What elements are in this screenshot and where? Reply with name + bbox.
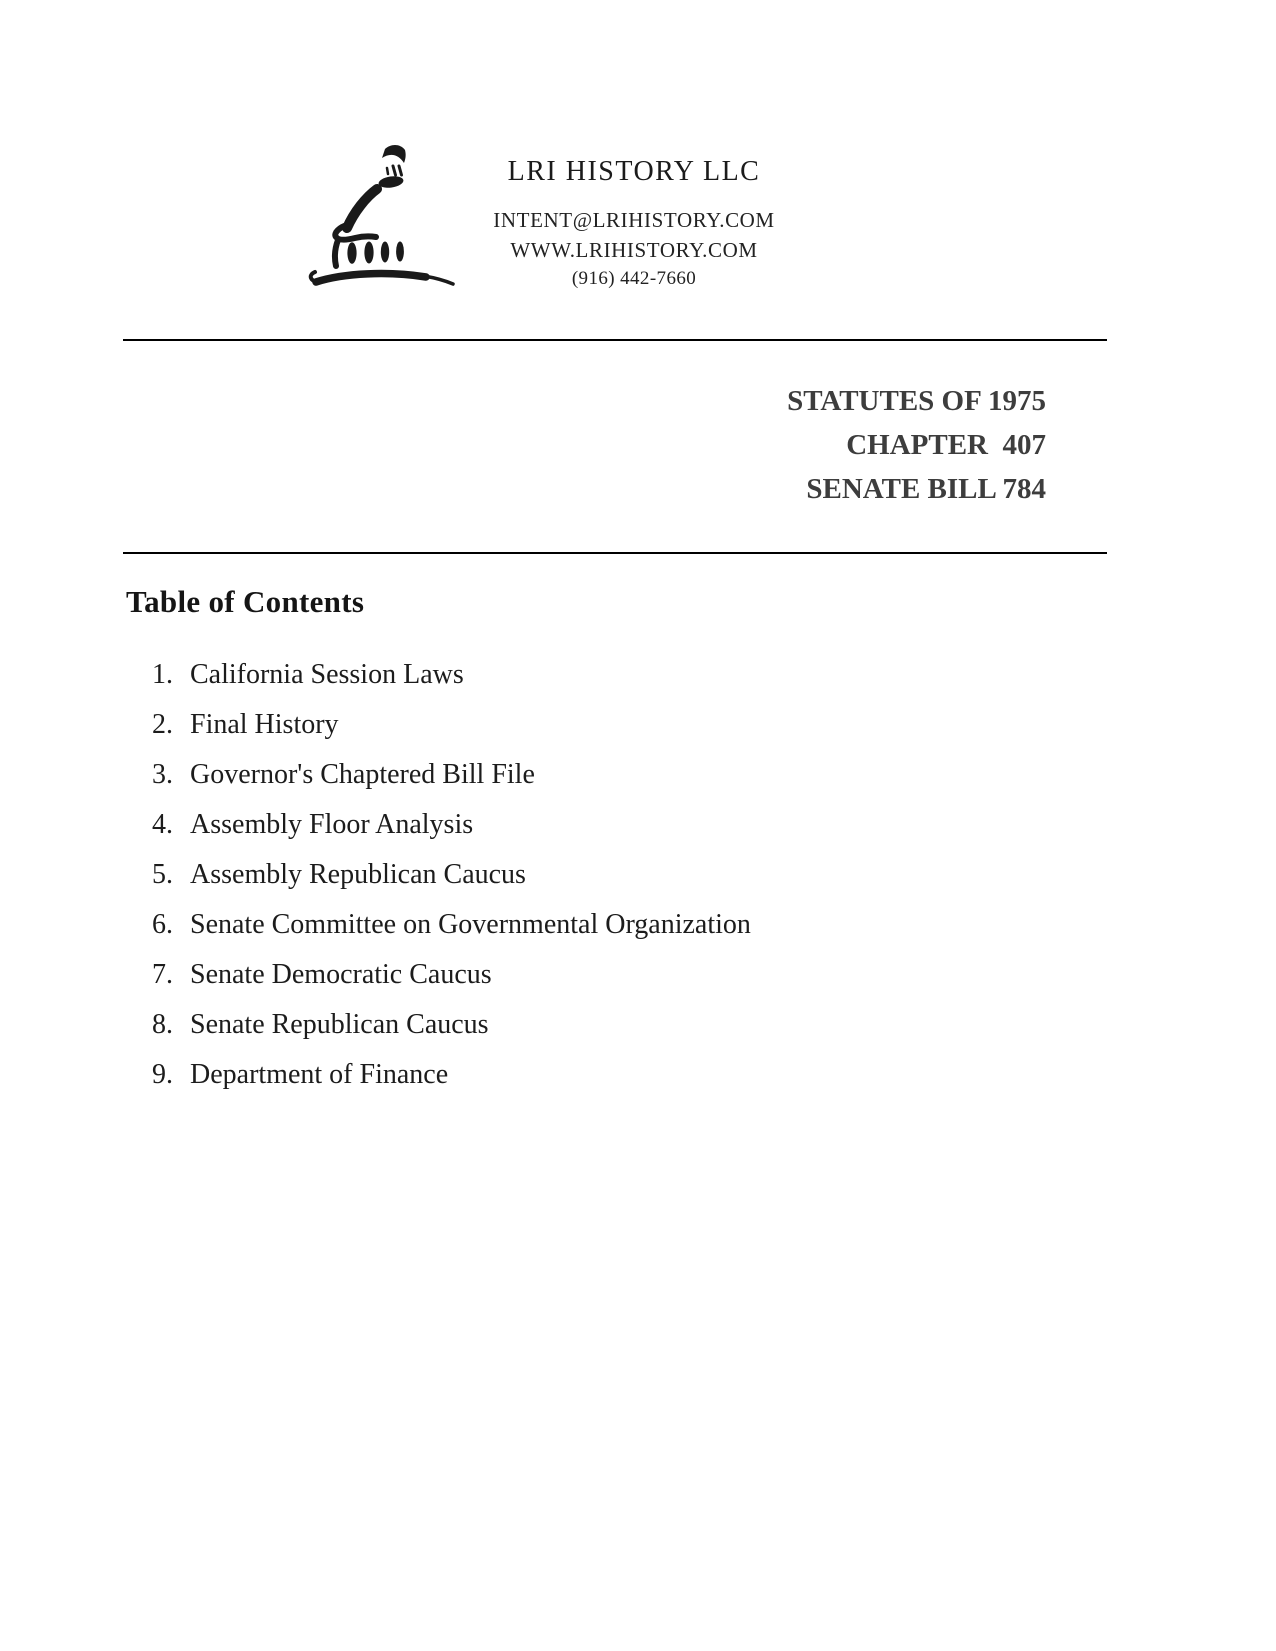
toc-item-label: Senate Republican Caucus — [190, 1009, 489, 1040]
toc-item-label: Assembly Republican Caucus — [190, 859, 526, 890]
toc-item-number: 5. — [152, 859, 173, 890]
toc-item — [152, 850, 1052, 900]
toc-item — [152, 1050, 1052, 1100]
toc-item-number: 1. — [152, 659, 173, 690]
toc-item-number: 9. — [152, 1059, 173, 1090]
toc-item-label: Final History — [190, 709, 339, 740]
company-name: LRI HISTORY LLC — [507, 156, 761, 187]
toc-item — [152, 650, 1052, 700]
company-email: INTENT@LRIHISTORY.COM — [493, 208, 775, 232]
toc-item-label: California Session Laws — [190, 659, 464, 690]
toc-item-label: Senate Committee on Governmental Organization — [190, 909, 751, 940]
toc-item — [152, 900, 1052, 950]
toc-item-number: 7. — [152, 959, 173, 990]
statute-year: STATUTES OF 1975 — [787, 385, 1046, 417]
toc-item — [152, 1000, 1052, 1050]
horizontal-rule-top — [123, 339, 1107, 341]
toc-item — [152, 750, 1052, 800]
toc-item-number: 2. — [152, 709, 173, 740]
toc-item — [152, 800, 1052, 850]
letterhead — [384, 152, 884, 293]
toc-item-number: 8. — [152, 1009, 173, 1040]
statute-block — [787, 379, 1046, 511]
toc-item — [152, 950, 1052, 1000]
company-phone: (916) 442-7660 — [571, 268, 697, 289]
toc-item — [152, 700, 1052, 750]
toc-item-label: Assembly Floor Analysis — [190, 809, 474, 840]
statute-bill: SENATE BILL 784 — [806, 473, 1046, 505]
toc-list — [152, 650, 1052, 1100]
company-website: WWW.LRIHISTORY.COM — [510, 238, 758, 262]
toc-title: Table of Contents — [126, 584, 365, 619]
toc-item-number: 4. — [152, 809, 173, 840]
toc-item-number: 6. — [152, 909, 173, 940]
toc-item-label: Governor's Chaptered Bill File — [190, 759, 535, 790]
statute-chapter: CHAPTER 407 — [846, 429, 1046, 461]
horizontal-rule-bottom — [123, 552, 1107, 554]
toc-item-label: Senate Democratic Caucus — [190, 959, 492, 990]
toc-item-label: Department of Finance — [190, 1059, 449, 1090]
toc-item-number: 3. — [152, 759, 173, 790]
